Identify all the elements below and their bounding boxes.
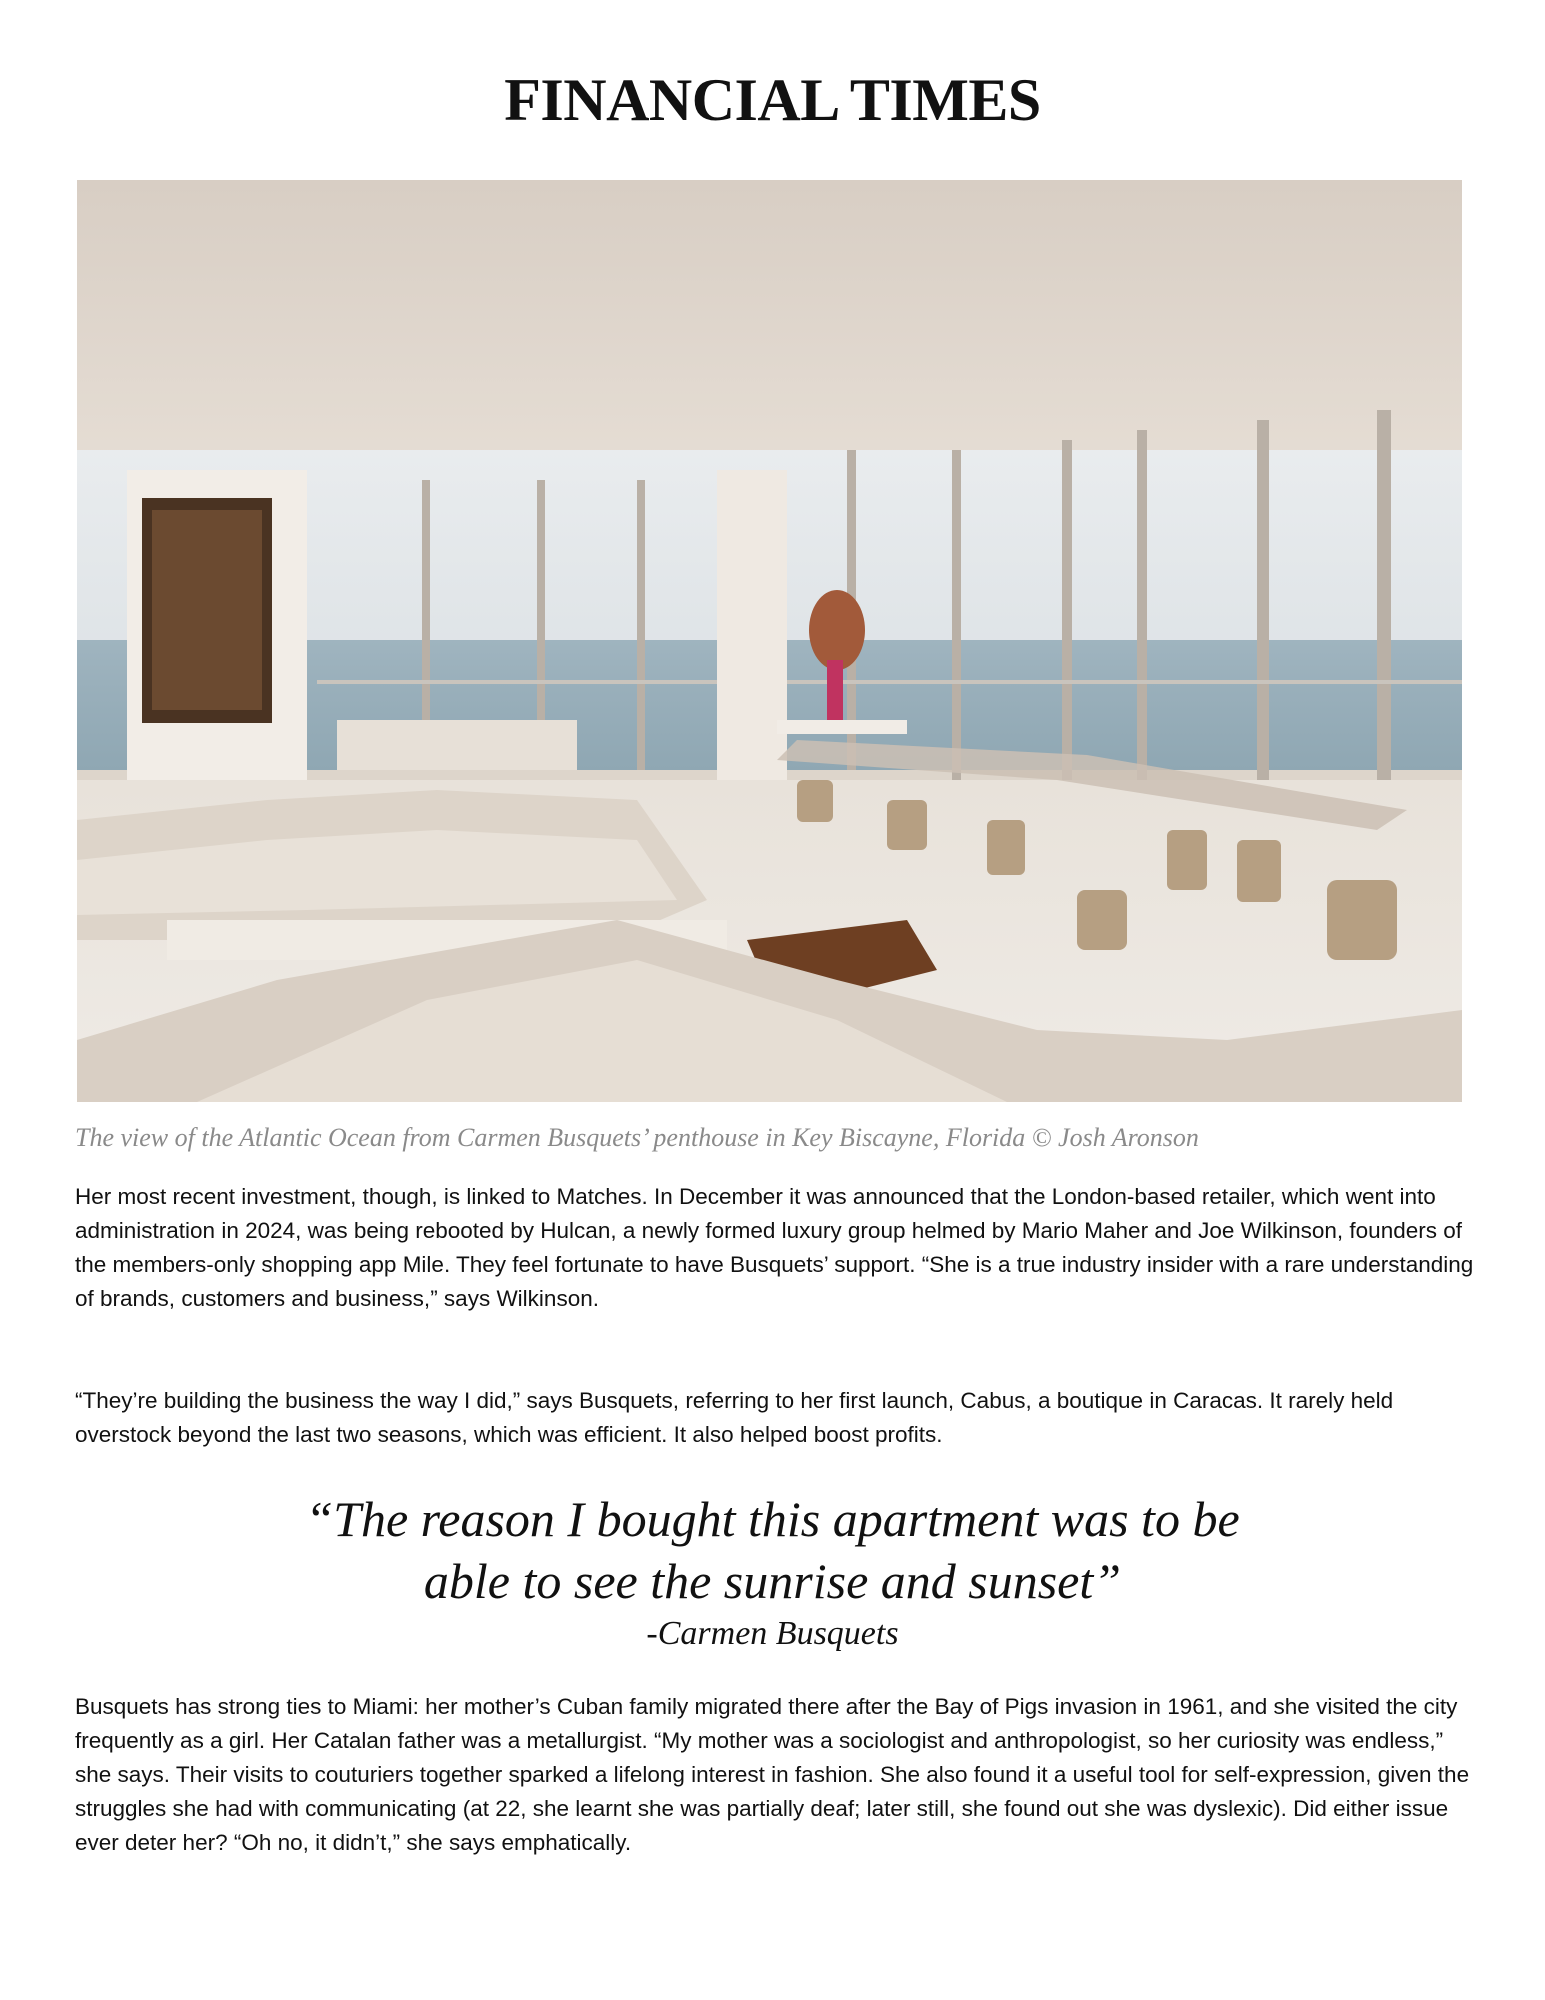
body-paragraph-3: Busquets has strong ties to Miami: her mother’s Cuban family migrated there after the Bay of Pigs invasion in 1961, and she visited the city frequently as a girl. Her Catalan father was a metallurgist. “My mother was a sociologist and anthropologist, so her curiosity was endless,” she says. Their visits to couturiers together sparked a lifelong interest in fashion. She also found it a useful tool for self-expression, given the struggles she had with communicating (at 22, she learnt she was partially deaf; later still, she found out she was dyslexic). Did either issue ever deter her? “Oh no, it didn’t,” she says emphatically.: [75, 1694, 1470, 1855]
masthead-logo[interactable]: FINANCIAL TIMES: [504, 67, 1041, 133]
pull-quote: [0, 1488, 1545, 1656]
body-paragraph-2: “They’re building the business the way I did,” says Busquets, referring to her first launch, Cabus, a boutique in Caracas. It rarely held overstock beyond the last two seasons, which was efficient. It also helped boost profits.: [75, 1388, 1394, 1447]
body-paragraph-1: Her most recent investment, though, is linked to Matches. In December it was announced that the London-based retailer, which went into administration in 2024, was being rebooted by Hulcan, a newly formed luxury group helmed by Mario Maher and Joe Wilkinson, founders of the members-only shopping app Mile. They feel fortunate to have Busquets’ support. “She is a true industry insider with a rare understanding of brands, customers and business,” says Wilkinson.: [75, 1184, 1474, 1311]
photo-caption: The view of the Atlantic Ocean from Carmen Busquets’ penthouse in Key Biscayne, Florida © Josh Aronson: [75, 1123, 1199, 1152]
penthouse-photo: [77, 180, 1462, 1102]
pull-quote-line-1: “The reason I bought this apartment was to be: [305, 1491, 1240, 1547]
pull-quote-attribution: -Carmen Busquets: [646, 1615, 899, 1652]
pull-quote-line-2: able to see the sunrise and sunset”: [423, 1553, 1122, 1609]
